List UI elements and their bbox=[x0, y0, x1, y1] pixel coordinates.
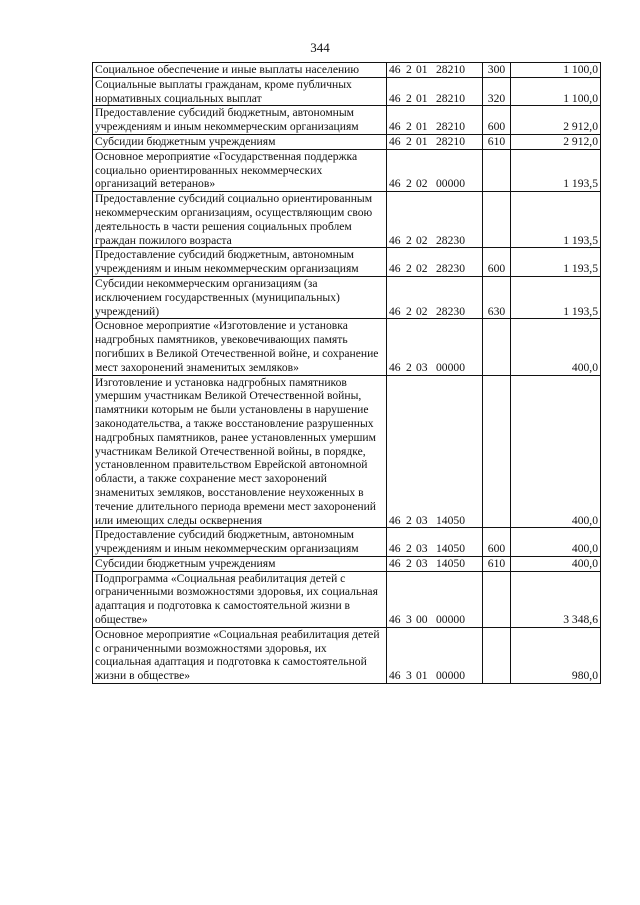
code-part: 46 bbox=[389, 120, 401, 134]
budget-table-body bbox=[93, 63, 601, 684]
row-expense-type bbox=[483, 627, 511, 683]
code-part: 46 bbox=[389, 669, 401, 683]
row-name: Субсидии бюджетным учреждениям bbox=[93, 556, 387, 571]
row-expense-type: 610 bbox=[483, 134, 511, 149]
code-part: 00 bbox=[416, 613, 428, 627]
row-code bbox=[387, 556, 483, 571]
code-part: 3 bbox=[406, 613, 412, 627]
row-code bbox=[387, 63, 483, 78]
row-expense-type: 600 bbox=[483, 248, 511, 277]
row-amount: 400,0 bbox=[511, 556, 601, 571]
row-amount: 400,0 bbox=[511, 528, 601, 557]
code-part: 02 bbox=[416, 233, 428, 247]
row-amount: 1 193,5 bbox=[511, 192, 601, 248]
code-part: 03 bbox=[416, 542, 428, 556]
code-part: 02 bbox=[416, 262, 428, 276]
code-part: 01 bbox=[416, 120, 428, 134]
budget-table bbox=[92, 62, 601, 684]
row-name: Социальное обеспечение и иные выплаты населению bbox=[93, 63, 387, 78]
code-part: 2 bbox=[406, 63, 412, 76]
row-expense-type bbox=[483, 571, 511, 627]
code-part: 03 bbox=[416, 513, 428, 527]
row-code bbox=[387, 627, 483, 683]
code-part: 46 bbox=[389, 613, 401, 627]
row-expense-type: 320 bbox=[483, 77, 511, 106]
row-expense-type: 600 bbox=[483, 106, 511, 135]
code-part: 2 bbox=[406, 304, 412, 318]
row-code bbox=[387, 319, 483, 375]
row-expense-type: 300 bbox=[483, 63, 511, 78]
code-part: 00000 bbox=[436, 613, 465, 627]
code-part: 28210 bbox=[436, 91, 465, 105]
table-row bbox=[93, 248, 601, 277]
row-code bbox=[387, 192, 483, 248]
row-code bbox=[387, 276, 483, 318]
code-part: 01 bbox=[416, 669, 428, 683]
table-row bbox=[93, 571, 601, 627]
row-amount: 1 100,0 bbox=[511, 63, 601, 78]
row-code bbox=[387, 106, 483, 135]
code-part: 46 bbox=[389, 360, 401, 374]
code-part: 01 bbox=[416, 63, 428, 76]
row-name: Социальные выплаты гражданам, кроме публичных нормативных социальных выплат bbox=[93, 77, 387, 106]
table-row bbox=[93, 319, 601, 375]
row-name: Предоставление субсидий бюджетным, автономным учреждениям и иным некоммерческим организациям bbox=[93, 106, 387, 135]
row-code bbox=[387, 528, 483, 557]
row-code bbox=[387, 134, 483, 149]
row-name: Субсидии некоммерческим организациям (за исключением государственных (муниципальных) учреждений) bbox=[93, 276, 387, 318]
code-part: 2 bbox=[406, 262, 412, 276]
row-code bbox=[387, 77, 483, 106]
row-amount: 1 193,5 bbox=[511, 276, 601, 318]
code-part: 46 bbox=[389, 262, 401, 276]
row-name: Предоставление субсидий бюджетным, автономным учреждениям и иным некоммерческим организациям bbox=[93, 528, 387, 557]
table-row bbox=[93, 192, 601, 248]
code-part: 46 bbox=[389, 134, 401, 148]
code-part: 2 bbox=[406, 233, 412, 247]
code-part: 03 bbox=[416, 556, 428, 570]
row-amount: 3 348,6 bbox=[511, 571, 601, 627]
code-part: 00000 bbox=[436, 177, 465, 191]
row-name: Предоставление субсидий социально ориентированным некоммерческим организациям, осуществляющим свою деятельность в части решения социальных проблем граждан пожилого возраста bbox=[93, 192, 387, 248]
table-row bbox=[93, 106, 601, 135]
row-expense-type bbox=[483, 192, 511, 248]
code-part: 02 bbox=[416, 177, 428, 191]
row-amount: 400,0 bbox=[511, 375, 601, 528]
row-code bbox=[387, 248, 483, 277]
code-part: 46 bbox=[389, 233, 401, 247]
code-part: 28230 bbox=[436, 304, 465, 318]
row-amount: 1 100,0 bbox=[511, 77, 601, 106]
code-part: 00000 bbox=[436, 669, 465, 683]
code-part: 46 bbox=[389, 177, 401, 191]
code-part: 00000 bbox=[436, 360, 465, 374]
table-row bbox=[93, 528, 601, 557]
code-part: 03 bbox=[416, 360, 428, 374]
code-part: 3 bbox=[406, 669, 412, 683]
row-code bbox=[387, 149, 483, 191]
row-name: Подпрограмма «Социальная реабилитация детей с ограниченными возможностями здоровья, их социальная адаптация и подготовка к самостоятельной жизни в обществе» bbox=[93, 571, 387, 627]
code-part: 46 bbox=[389, 63, 401, 76]
code-part: 28230 bbox=[436, 262, 465, 276]
code-part: 46 bbox=[389, 304, 401, 318]
code-part: 28210 bbox=[436, 134, 465, 148]
table-row bbox=[93, 276, 601, 318]
table-row bbox=[93, 63, 601, 78]
code-part: 46 bbox=[389, 542, 401, 556]
row-expense-type: 610 bbox=[483, 556, 511, 571]
row-name: Основное мероприятие «Социальная реабилитация детей с ограниченными возможностями здоровья, их социальная адаптация и подготовка к самостоятельной жизни в обществе» bbox=[93, 627, 387, 683]
row-amount: 1 193,5 bbox=[511, 149, 601, 191]
row-code bbox=[387, 571, 483, 627]
row-expense-type: 600 bbox=[483, 528, 511, 557]
table-row bbox=[93, 134, 601, 149]
code-part: 01 bbox=[416, 91, 428, 105]
code-part: 01 bbox=[416, 134, 428, 148]
table-row bbox=[93, 556, 601, 571]
code-part: 2 bbox=[406, 513, 412, 527]
code-part: 2 bbox=[406, 134, 412, 148]
row-amount: 2 912,0 bbox=[511, 134, 601, 149]
row-expense-type: 630 bbox=[483, 276, 511, 318]
row-expense-type bbox=[483, 149, 511, 191]
table-row bbox=[93, 77, 601, 106]
row-name: Предоставление субсидий бюджетным, автономным учреждениям и иным некоммерческим организациям bbox=[93, 248, 387, 277]
table-row bbox=[93, 375, 601, 528]
row-name: Изготовление и установка надгробных памятников умершим участникам Великой Отечественной войны, памятники которым не были установлены в нарушение законодательства, а также восстановление разрушенных надгробных памятников, ранее установленных умершим участникам Великой Отечественной войны, в порядке, установленном правительством Еврейской автономной области, а также сохранение мест захоронений знаменитых земляков, восстановление неухоженных в течение длительного периода времени мест захоронений или имеющих следы осквернения bbox=[93, 375, 387, 528]
code-part: 2 bbox=[406, 120, 412, 134]
code-part: 46 bbox=[389, 513, 401, 527]
code-part: 2 bbox=[406, 177, 412, 191]
code-part: 28210 bbox=[436, 63, 465, 76]
code-part: 14050 bbox=[436, 513, 465, 527]
row-name: Субсидии бюджетным учреждениям bbox=[93, 134, 387, 149]
code-part: 46 bbox=[389, 91, 401, 105]
code-part: 2 bbox=[406, 360, 412, 374]
code-part: 02 bbox=[416, 304, 428, 318]
code-part: 2 bbox=[406, 556, 412, 570]
row-expense-type bbox=[483, 375, 511, 528]
code-part: 28210 bbox=[436, 120, 465, 134]
row-amount: 980,0 bbox=[511, 627, 601, 683]
row-name: Основное мероприятие «Государственная поддержка социально ориентированных некоммерческих организаций ветеранов» bbox=[93, 149, 387, 191]
row-amount: 1 193,5 bbox=[511, 248, 601, 277]
code-part: 14050 bbox=[436, 542, 465, 556]
code-part: 14050 bbox=[436, 556, 465, 570]
row-amount: 2 912,0 bbox=[511, 106, 601, 135]
row-code bbox=[387, 375, 483, 528]
code-part: 2 bbox=[406, 91, 412, 105]
page-number: 344 bbox=[310, 40, 330, 55]
code-part: 46 bbox=[389, 556, 401, 570]
table-row bbox=[93, 627, 601, 683]
row-name: Основное мероприятие «Изготовление и установка надгробных памятников, увековечивающих память погибших в Великой Отечественной войне, и сохранение мест захоронений знаменитых земляков» bbox=[93, 319, 387, 375]
row-amount: 400,0 bbox=[511, 319, 601, 375]
row-expense-type bbox=[483, 319, 511, 375]
code-part: 28230 bbox=[436, 233, 465, 247]
code-part: 2 bbox=[406, 542, 412, 556]
table-row bbox=[93, 149, 601, 191]
